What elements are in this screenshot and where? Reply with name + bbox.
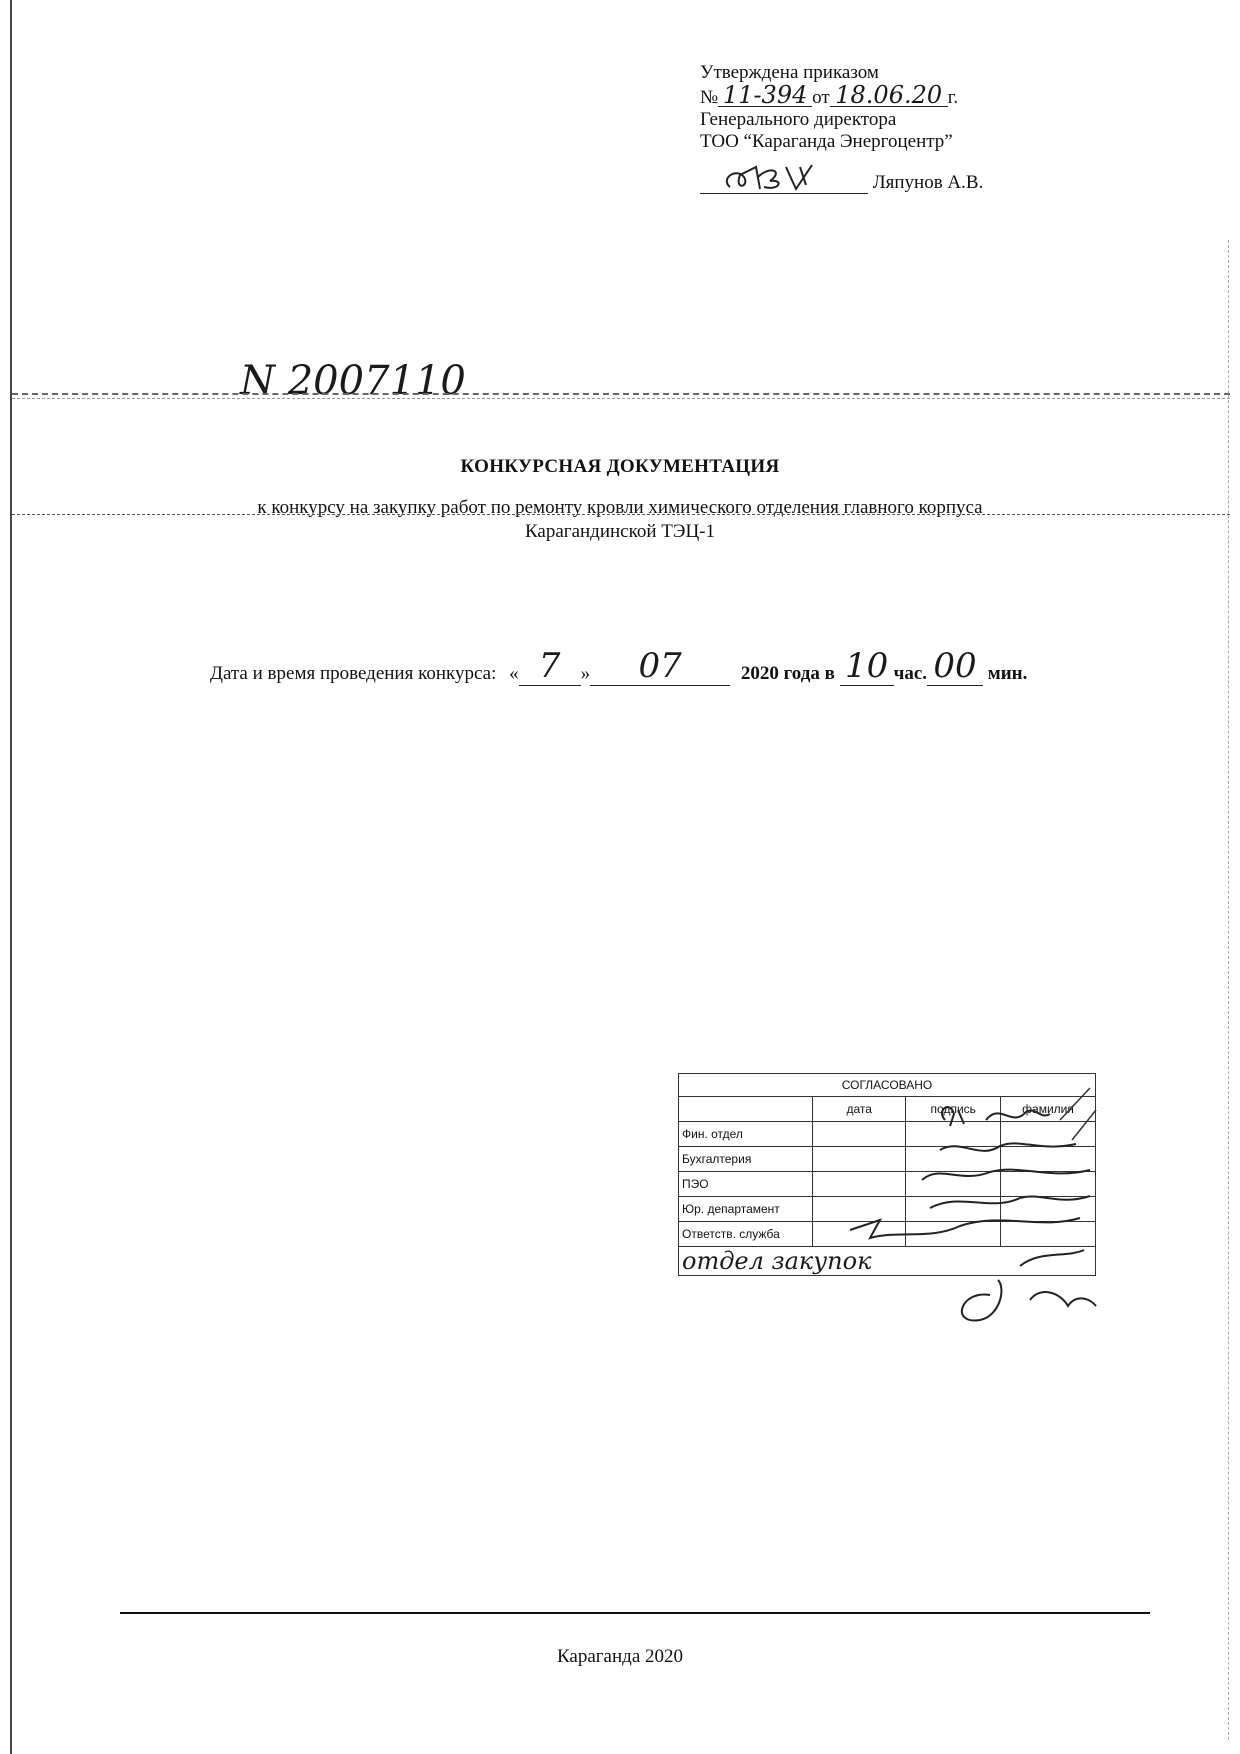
row-label: Ответств. служба bbox=[679, 1222, 813, 1247]
approval-signatures-icon bbox=[840, 1080, 1100, 1330]
document-title: КОНКУРСНАЯ ДОКУМЕНТАЦИЯ bbox=[460, 456, 780, 477]
from-word: от bbox=[812, 87, 830, 108]
year-suffix: г. bbox=[947, 87, 959, 108]
director-signature bbox=[700, 167, 868, 194]
number-prefix: № bbox=[700, 87, 719, 108]
column-header-date: дата bbox=[812, 1097, 906, 1122]
approval-line-1: Утверждена приказом bbox=[700, 62, 879, 83]
day-field bbox=[519, 646, 581, 686]
year-text: 2020 года в bbox=[740, 663, 835, 684]
signer-name: Ляпунов А.В. bbox=[872, 172, 984, 193]
dashed-separator-upper bbox=[12, 398, 1230, 399]
approvals-title: СОГЛАСОВАНО bbox=[679, 1074, 1096, 1097]
signature-icon bbox=[700, 161, 868, 195]
column-header bbox=[679, 1097, 813, 1122]
hour-field bbox=[840, 646, 894, 686]
subtitle-line-2: Карагандинской ТЭЦ-1 bbox=[525, 521, 715, 542]
column-header-signature: подпись bbox=[906, 1097, 1001, 1122]
dashed-separator-middle bbox=[12, 514, 1230, 515]
minute-unit: мин. bbox=[987, 663, 1028, 684]
footer-city-year: Караганда 2020 bbox=[556, 1646, 684, 1667]
hour-unit: час. bbox=[893, 663, 928, 684]
order-number: 11-394 bbox=[718, 84, 812, 107]
footer-rule bbox=[120, 1612, 1150, 1614]
right-edge-marks bbox=[1228, 240, 1235, 1740]
subtitle-line-1: к конкурсу на закупку работ по ремонту кровли химического отделения главного корпуса bbox=[257, 497, 983, 518]
datetime-label: Дата и время проведения конкурса: bbox=[210, 663, 497, 684]
open-quote: « bbox=[509, 663, 519, 684]
order-date: 18.06.20 bbox=[830, 84, 948, 107]
hour-value: 10 bbox=[844, 646, 889, 686]
close-quote: » bbox=[580, 663, 591, 684]
handwritten-note: отдел закупок bbox=[682, 1247, 872, 1275]
document-subtitle bbox=[0, 496, 1240, 544]
left-margin-line bbox=[10, 0, 12, 1754]
handwritten-number: N 2007110 bbox=[240, 358, 466, 404]
row-label: Юр. департамент bbox=[679, 1197, 813, 1222]
row-label: Бухгалтерия bbox=[679, 1147, 813, 1172]
approval-block bbox=[700, 62, 983, 194]
column-header-surname: фамилия bbox=[1001, 1097, 1096, 1122]
approval-line-3: Генерального директора bbox=[700, 109, 897, 130]
dashed-separator-top bbox=[12, 393, 1230, 395]
contest-datetime bbox=[210, 646, 1028, 686]
minute-field bbox=[927, 646, 983, 686]
approval-line-4: ТОО “Караганда Энергоцентр” bbox=[700, 131, 953, 152]
row-label: Фин. отдел bbox=[679, 1122, 813, 1147]
day-value: 7 bbox=[538, 646, 561, 686]
month-field bbox=[590, 646, 730, 686]
signature-line bbox=[700, 167, 983, 194]
minute-value: 00 bbox=[933, 646, 977, 686]
month-value: 07 bbox=[638, 646, 682, 686]
approval-order-line bbox=[700, 81, 983, 109]
row-label: ПЭО bbox=[679, 1172, 813, 1197]
